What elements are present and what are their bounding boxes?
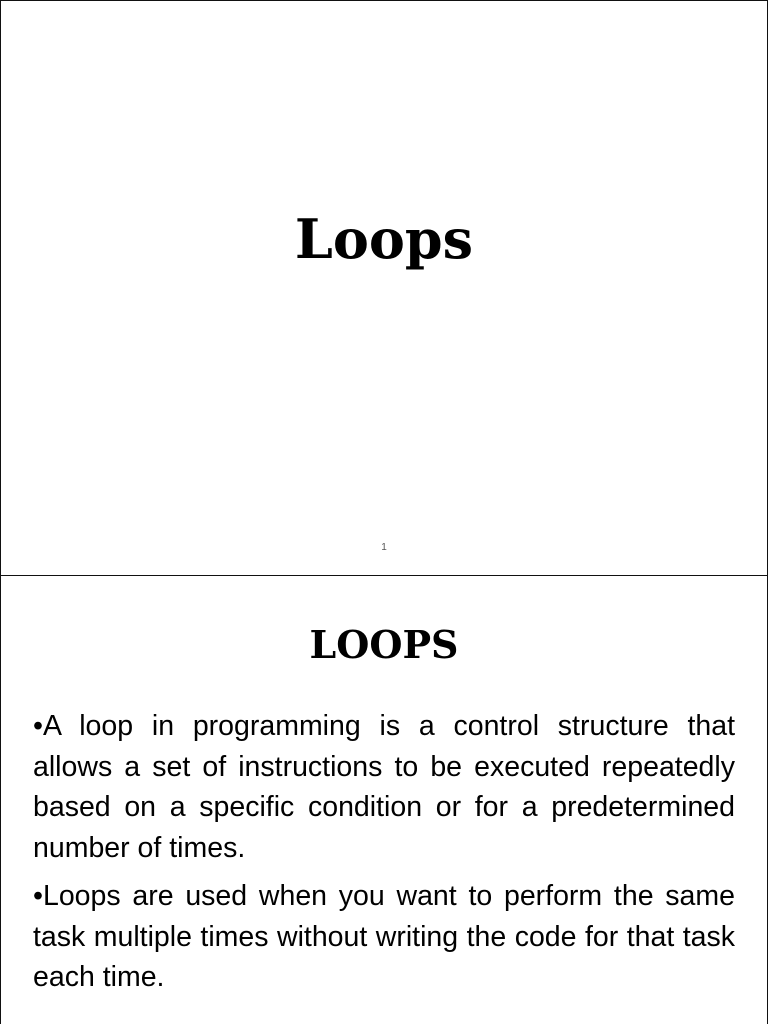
slide-2-bullet-list <box>33 706 735 1006</box>
slide-2-bullet-1: •A loop in programming is a control structure that allows a set of instructions to be executed repeatedly based on a specific condition or for a predetermined number of times. <box>33 710 735 864</box>
slide-1-title: Loops <box>294 207 474 271</box>
slide-2-title: LOOPS <box>309 622 459 667</box>
slide-2 <box>0 575 768 1024</box>
slide-1-number: 1 <box>381 542 387 553</box>
slide-2-bullet-2: •Loops are used when you want to perform the same task multiple times without writing the code for that task each time. <box>33 880 735 993</box>
